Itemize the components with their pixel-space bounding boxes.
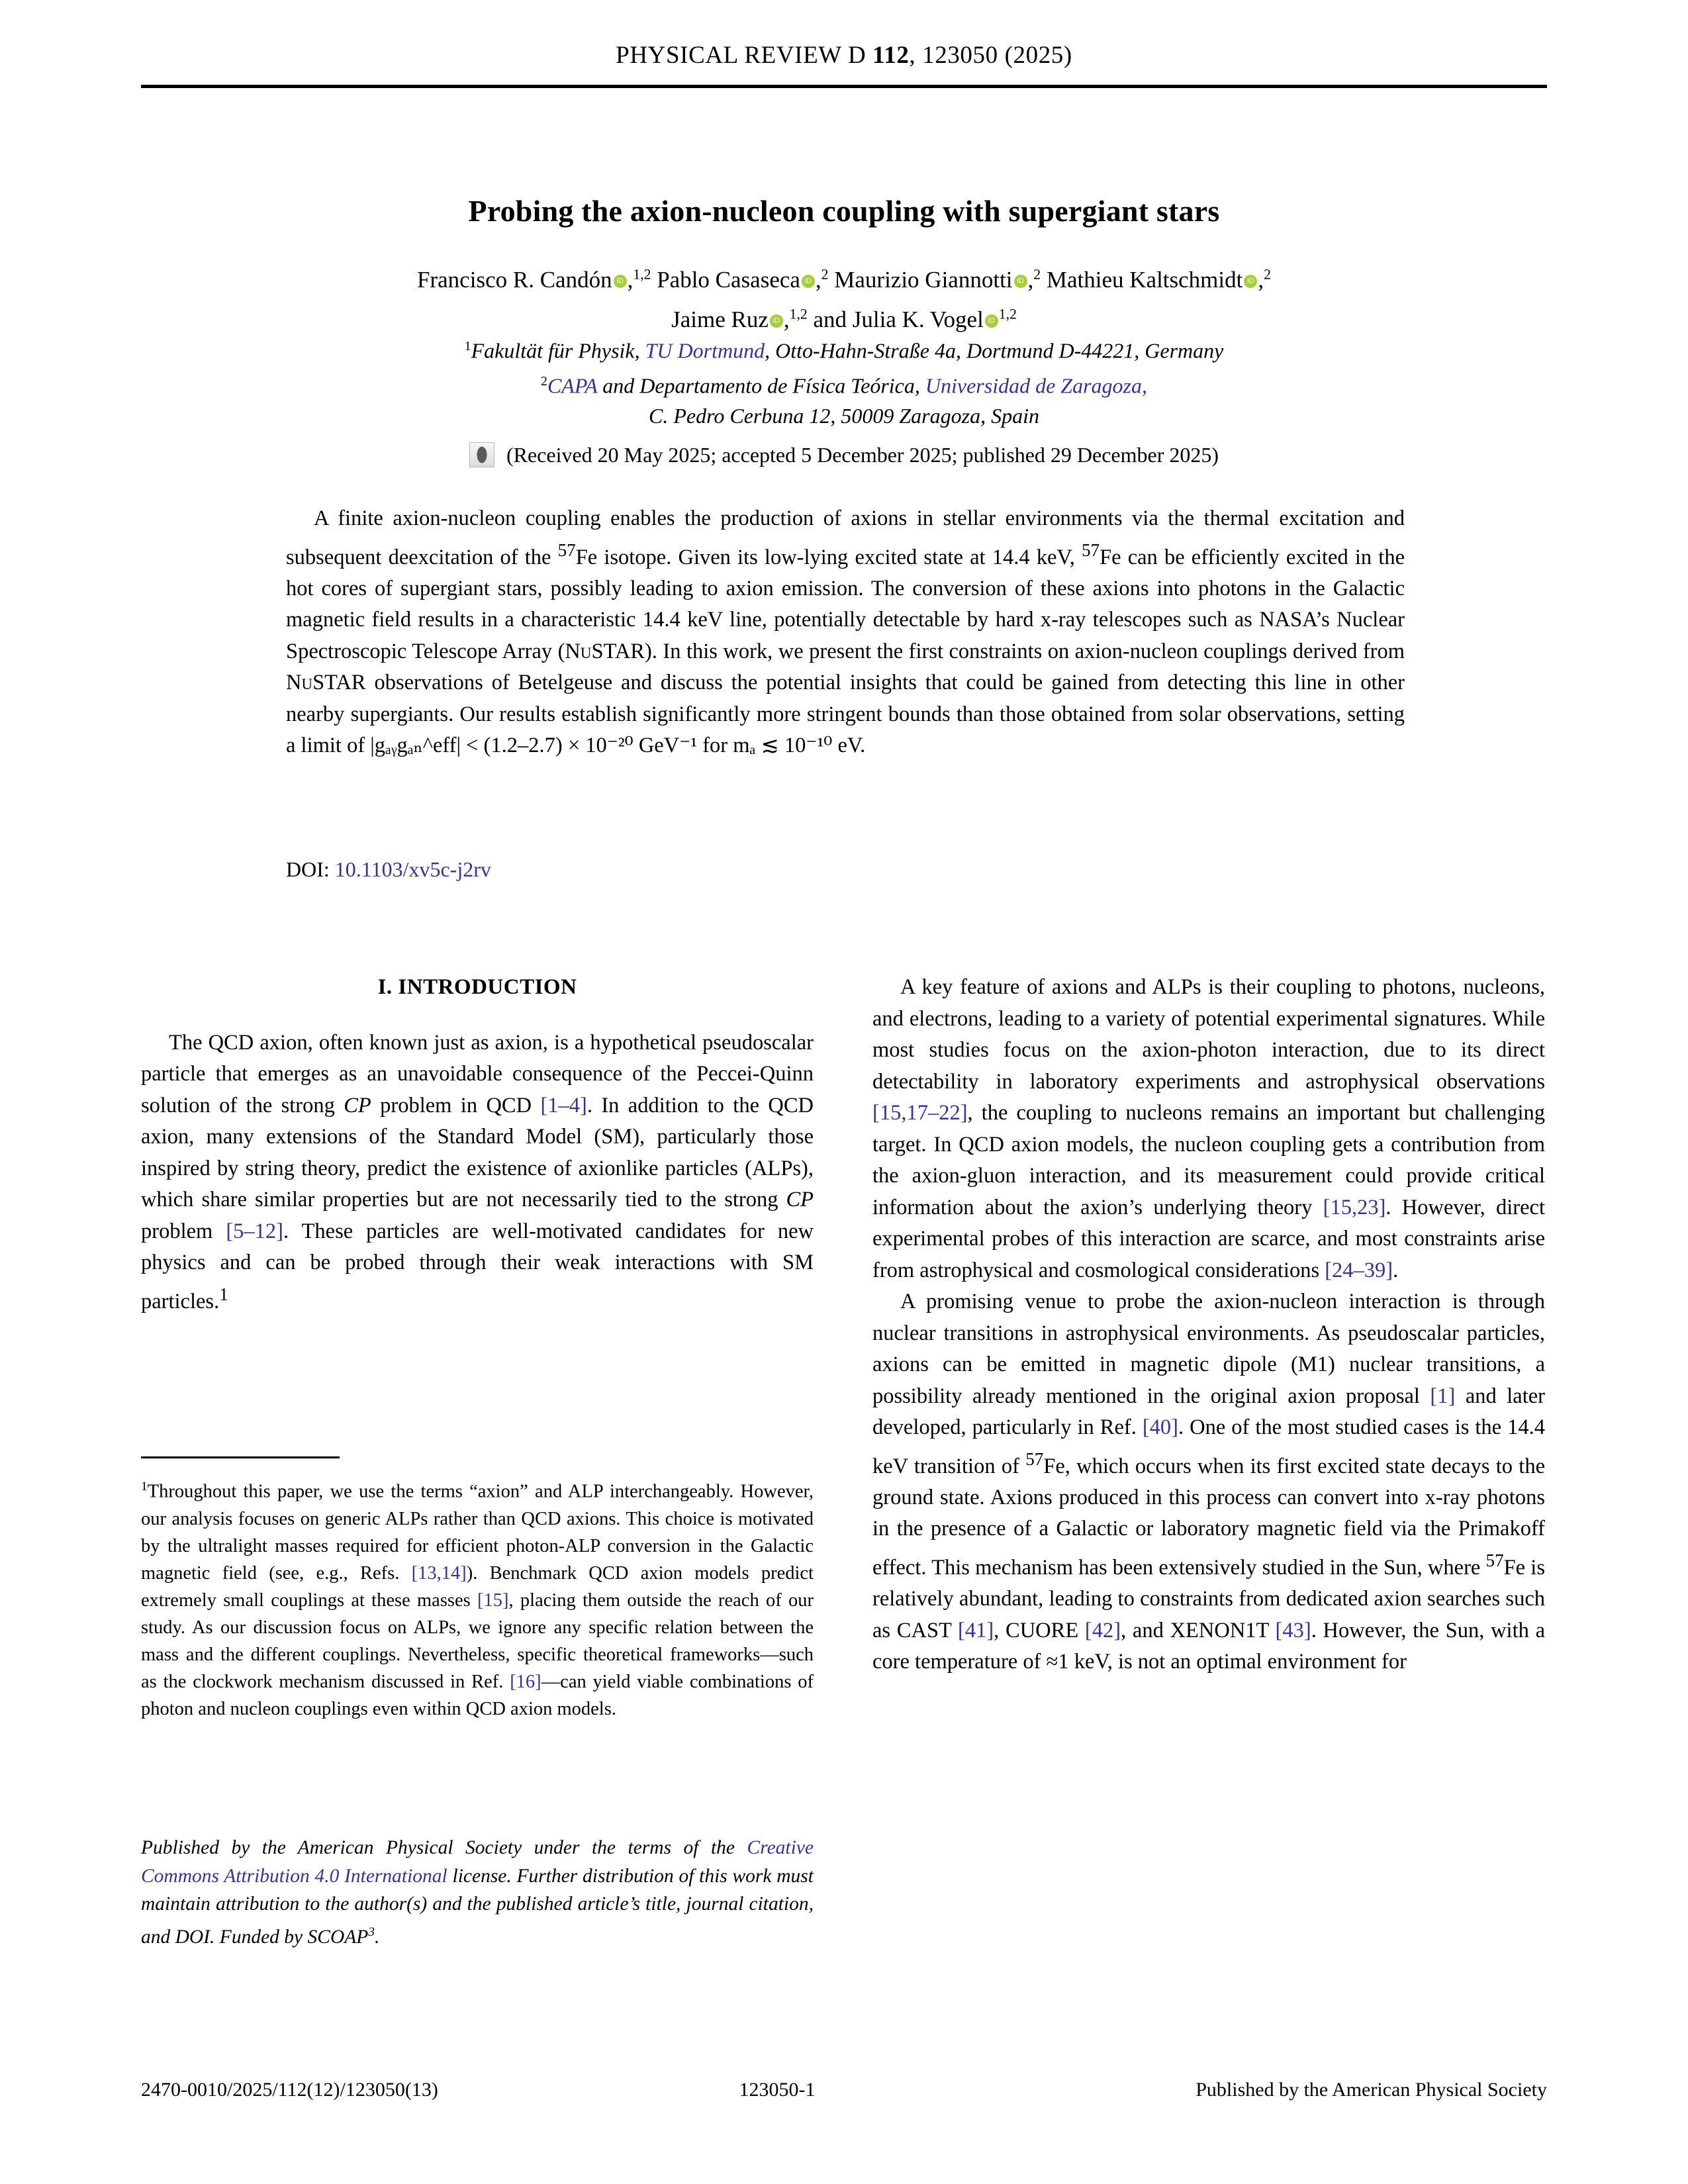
abstract-text-c: Fe can be efficiently excited in the hot cores of supergiant stars, possibly leading to axion emission. The conversion of these axions into photons in the Galactic magnetic field results in a characteristic 14.4 keV line, potentially detectable by hard x-ray telescopes such as NASA’s Nuclear Spectroscopic Telescope Array ( — [286, 545, 1405, 663]
par-text-d: Fe, which occurs when its first excited state decays to the ground state. Axions produced in this process can convert into x-ray photons in the presence of a Galactic or laboratory magnetic field via the Primakoff effect. This mechanism has been extensively studied in the Sun, where — [872, 1454, 1545, 1580]
par-text-e: . These particles are well-motivated candidates for new physics and can be probed through their weak interactions with SM particles. — [141, 1219, 814, 1313]
par-text-a: A key feature of axions and ALPs is their coupling to photons, nucleons, and electrons, leading to a variety of potential experimental signatures. While most studies focus on the axion-photon interaction, due to its direct detectability in laboratory experiments and astrophysical observations — [872, 975, 1545, 1094]
author-sep: , — [1027, 266, 1034, 293]
par-text-c: . However, direct experimental probes of this interaction are scarce, and most constraints arise from astrophysical and cosmological considerations — [872, 1195, 1545, 1282]
citation-ref[interactable]: [1] — [1430, 1384, 1456, 1408]
footnote-divider — [141, 1456, 340, 1458]
author-sep: , — [627, 266, 633, 293]
author-affiliation-marker: 1,2 — [789, 306, 808, 322]
footnote-number: 1 — [141, 1480, 148, 1494]
par-text-f: , CUORE — [994, 1618, 1085, 1642]
author-entry — [671, 307, 808, 332]
author-name: Pablo Casaseca — [657, 266, 800, 293]
citation-ref[interactable]: [24–39] — [1325, 1258, 1393, 1282]
journal-volume: 112 — [872, 42, 910, 69]
par-text-c: . In addition to the QCD axion, many extensions of the Standard Model (SM), particularly those inspired by string theory, predict the existence of axionlike particles (ALPs), which share similar properties but are not necessarily tied to the strong — [141, 1093, 814, 1211]
cp-symbol: CP — [344, 1093, 371, 1117]
affiliation-1 — [199, 331, 1489, 366]
page-footer — [141, 2079, 1547, 2101]
orcid-icon[interactable] — [1014, 275, 1027, 288]
citation-ref[interactable]: [15] — [477, 1590, 509, 1611]
affiliation-text-plain: C. Pedro Cerbuna 12, 50009 Zaragoza, Spain — [649, 404, 1039, 428]
nustar-label: NuSTAR — [286, 671, 366, 695]
author-entry — [834, 267, 1041, 293]
cp-symbol: CP — [786, 1188, 814, 1211]
footnote-text-c: , placing them outside the reach of our study. As our discussion focus on ALPs, we ignore any specific relation between the mass and the different couplings. Nevertheless, specific theoretical frameworks—such as the clockwork mechanism discussed in Ref. — [141, 1590, 814, 1692]
par-text-g: , and XENON1T — [1121, 1618, 1276, 1642]
author-name: Jaime Ruz — [671, 307, 769, 333]
paragraph-right-2 — [872, 1286, 1545, 1678]
orcid-icon[interactable] — [614, 275, 627, 288]
doi-link[interactable]: 10.1103/xv5c-j2rv — [334, 857, 491, 881]
par-text-c: . One of the most studied cases is the 14.4 keV transition of — [872, 1415, 1545, 1478]
citation-ref[interactable]: [40] — [1142, 1415, 1178, 1439]
footnote-text-d: —can yield viable combinations of photon and nucleon couplings even within QCD axion models. — [141, 1671, 814, 1719]
citation-ref[interactable]: [16] — [510, 1671, 541, 1692]
affiliation-link-unizar[interactable]: Universidad de Zaragoza, — [925, 373, 1147, 398]
footnote-block — [141, 1456, 814, 1723]
abstract-formula-mass: mₐ ≲ 10⁻¹⁰ eV. — [733, 734, 866, 758]
author-sep: , — [783, 307, 790, 333]
affiliation-3 — [199, 401, 1489, 431]
journal-name: PHYSICAL REVIEW D — [616, 42, 867, 69]
left-column — [141, 972, 814, 1317]
publication-dates: (Received 20 May 2025; accepted 5 December 2025; published 29 December 2025) — [506, 443, 1219, 467]
journal-article-info: , 123050 (2025) — [909, 42, 1072, 69]
abstract-text-e: observations of Betelgeuse and discuss the potential insights that could be gained from detecting this line in other nearby supergiants. Our results establish significantly more stringent bounds than those obtained from solar observations, setting a limit of — [286, 671, 1405, 758]
par-text-a: A promising venue to probe the axion-nucleon interaction is through nuclear transitions in astrophysical environments. As pseudoscalar particles, axions can be emitted in magnetic dipole (M1) nuclear transitions, a possibility already mentioned in the original axion proposal — [872, 1290, 1545, 1408]
footnote-text — [141, 1473, 814, 1723]
orcid-icon[interactable] — [1244, 275, 1257, 288]
author-name: Francisco R. Candón — [417, 266, 612, 293]
scoap-superscript: 3 — [368, 1924, 375, 1939]
license-text-b: license. Further distribution of this work must maintain attribution to the author(s) and the published article’s title, journal citation, and DOI. Funded by SCOAP — [141, 1865, 814, 1948]
author-name: and Julia K. Vogel — [813, 307, 984, 333]
author-list — [199, 257, 1489, 337]
author-line-1 — [199, 257, 1489, 297]
nustar-label: NuSTAR — [565, 639, 645, 663]
affiliation-list — [199, 331, 1489, 431]
par-text-b: problem in QCD — [371, 1093, 541, 1117]
doi-line — [286, 857, 491, 882]
author-name: Mathieu Kaltschmidt — [1046, 266, 1243, 293]
isotope-superscript: 57 — [1025, 1448, 1044, 1469]
citation-ref[interactable]: [41] — [958, 1618, 994, 1642]
author-affiliation-marker: 2 — [1033, 266, 1041, 282]
citation-ref[interactable]: [1–4] — [540, 1093, 587, 1117]
affiliation-2 — [199, 366, 1489, 401]
citation-ref[interactable]: [15,17–22] — [872, 1101, 968, 1125]
affiliation-text-pre: Fakultät für Physik, — [471, 338, 645, 363]
affiliation-text-post: , Otto-Hahn-Straße 4a, Dortmund D-44221, Germany — [765, 338, 1224, 363]
crossmark-icon[interactable] — [469, 442, 494, 467]
license-link-cc-by[interactable]: Creative Commons Attribution 4.0 International — [141, 1837, 814, 1887]
affiliation-text-mid: and Departamento de Física Teórica, — [597, 373, 925, 398]
section-title-introduction: I. INTRODUCTION — [377, 975, 577, 999]
paragraph-intro-1 — [141, 1027, 814, 1317]
orcid-icon[interactable] — [985, 314, 998, 328]
affiliation-marker: 1 — [464, 339, 471, 354]
author-sep: , — [1258, 266, 1264, 293]
footnote-text-b: ). Benchmark QCD axion models predict extremely small couplings at these masses — [141, 1562, 814, 1611]
isotope-superscript: 57 — [1081, 540, 1100, 560]
paragraph-right-1 — [872, 972, 1545, 1286]
citation-ref[interactable]: [42] — [1084, 1618, 1121, 1642]
par-text-e: Fe is relatively abundant, leading to constraints from dedicated axion searches such as CAST — [872, 1555, 1545, 1642]
author-entry — [813, 307, 1016, 332]
abstract-text-b: Fe isotope. Given its low-lying excited state at 14.4 keV, — [575, 545, 1082, 569]
author-affiliation-marker: 1,2 — [998, 306, 1017, 322]
abstract-text-d: ). In this work, we present the first constraints on axion-nucleon couplings derived from — [644, 639, 1405, 663]
citation-ref[interactable]: [13,14] — [411, 1562, 467, 1584]
affiliation-link-capa[interactable]: CAPA — [547, 373, 598, 398]
citation-ref[interactable]: [15,23] — [1323, 1195, 1386, 1219]
license-text-c: . — [375, 1926, 380, 1948]
author-affiliation-marker: 2 — [821, 266, 829, 282]
footnote-text-a: Throughout this paper, we use the terms “axion” and ALP interchangeably. However, our analysis focuses on generic ALPs rather than QCD axions. This choice is motivated by the ultralight masses required for efficient photon-ALP conversion in the Galactic magnetic field (see, e.g., Refs. — [141, 1481, 814, 1584]
orcid-icon[interactable] — [802, 275, 815, 288]
footer-issn: 2470-0010/2025/112(12)/123050(13) — [141, 2079, 438, 2101]
orcid-icon[interactable] — [770, 314, 783, 328]
affiliation-marker: 2 — [541, 373, 547, 389]
header-divider — [141, 85, 1547, 88]
author-name: Maurizio Giannotti — [834, 266, 1013, 293]
footer-page-number: 123050-1 — [739, 2079, 816, 2101]
par-text-a: The QCD axion, often known just as axion, is a hypothetical pseudoscalar particle that emerges as an unavoidable consequence of the Peccei-Quinn solution of the strong — [141, 1030, 814, 1117]
abstract-text-f: for — [697, 734, 733, 758]
affiliation-link-tu-dortmund[interactable]: TU Dortmund — [645, 338, 765, 363]
isotope-superscript: 57 — [1485, 1550, 1504, 1570]
author-affiliation-marker: 2 — [1264, 266, 1271, 282]
par-text-b: , the coupling to nucleons remains an important but challenging target. In QCD axion models, the nucleon coupling gets a contribution from the axion-gluon interaction, and its measurement could provide critical information about the axion’s underlying theory — [872, 1101, 1545, 1219]
footnote-marker[interactable]: 1 — [219, 1284, 228, 1304]
citation-ref[interactable]: [5–12] — [226, 1219, 283, 1243]
par-text-d: . — [1393, 1258, 1399, 1282]
par-text-b: and later developed, particularly in Ref. — [872, 1384, 1545, 1439]
author-entry — [657, 267, 828, 293]
doi-label: DOI: — [286, 857, 330, 881]
license-text-a: Published by the American Physical Society under the terms of the — [141, 1837, 747, 1858]
license-notice — [141, 1834, 814, 1951]
abstract — [286, 503, 1405, 762]
abstract-formula-bound: |gₐᵧgₐₙ^eff| < (1.2–2.7) × 10⁻²⁰ GeV⁻¹ — [370, 734, 698, 758]
running-head — [0, 41, 1688, 70]
par-text-d: problem — [141, 1219, 226, 1243]
citation-ref[interactable]: [43] — [1275, 1618, 1311, 1642]
par-text-h: . However, the Sun, with a core temperature of ≈1 keV, is not an optimal environment for — [872, 1618, 1546, 1674]
publication-dates-row — [199, 442, 1489, 467]
right-column — [872, 972, 1545, 1678]
author-sep: , — [815, 266, 821, 293]
author-affiliation-marker: 1,2 — [633, 266, 651, 282]
footer-publisher: Published by the American Physical Society — [1196, 2079, 1547, 2101]
author-entry — [1047, 267, 1271, 293]
author-entry — [417, 267, 651, 293]
abstract-text-a: A finite axion-nucleon coupling enables the production of axions in stellar environments via the thermal excitation and subsequent deexcitation of the — [286, 506, 1405, 569]
isotope-superscript: 57 — [557, 540, 576, 560]
paper-title: Probing the axion-nucleon coupling with supergiant stars — [468, 194, 1220, 228]
